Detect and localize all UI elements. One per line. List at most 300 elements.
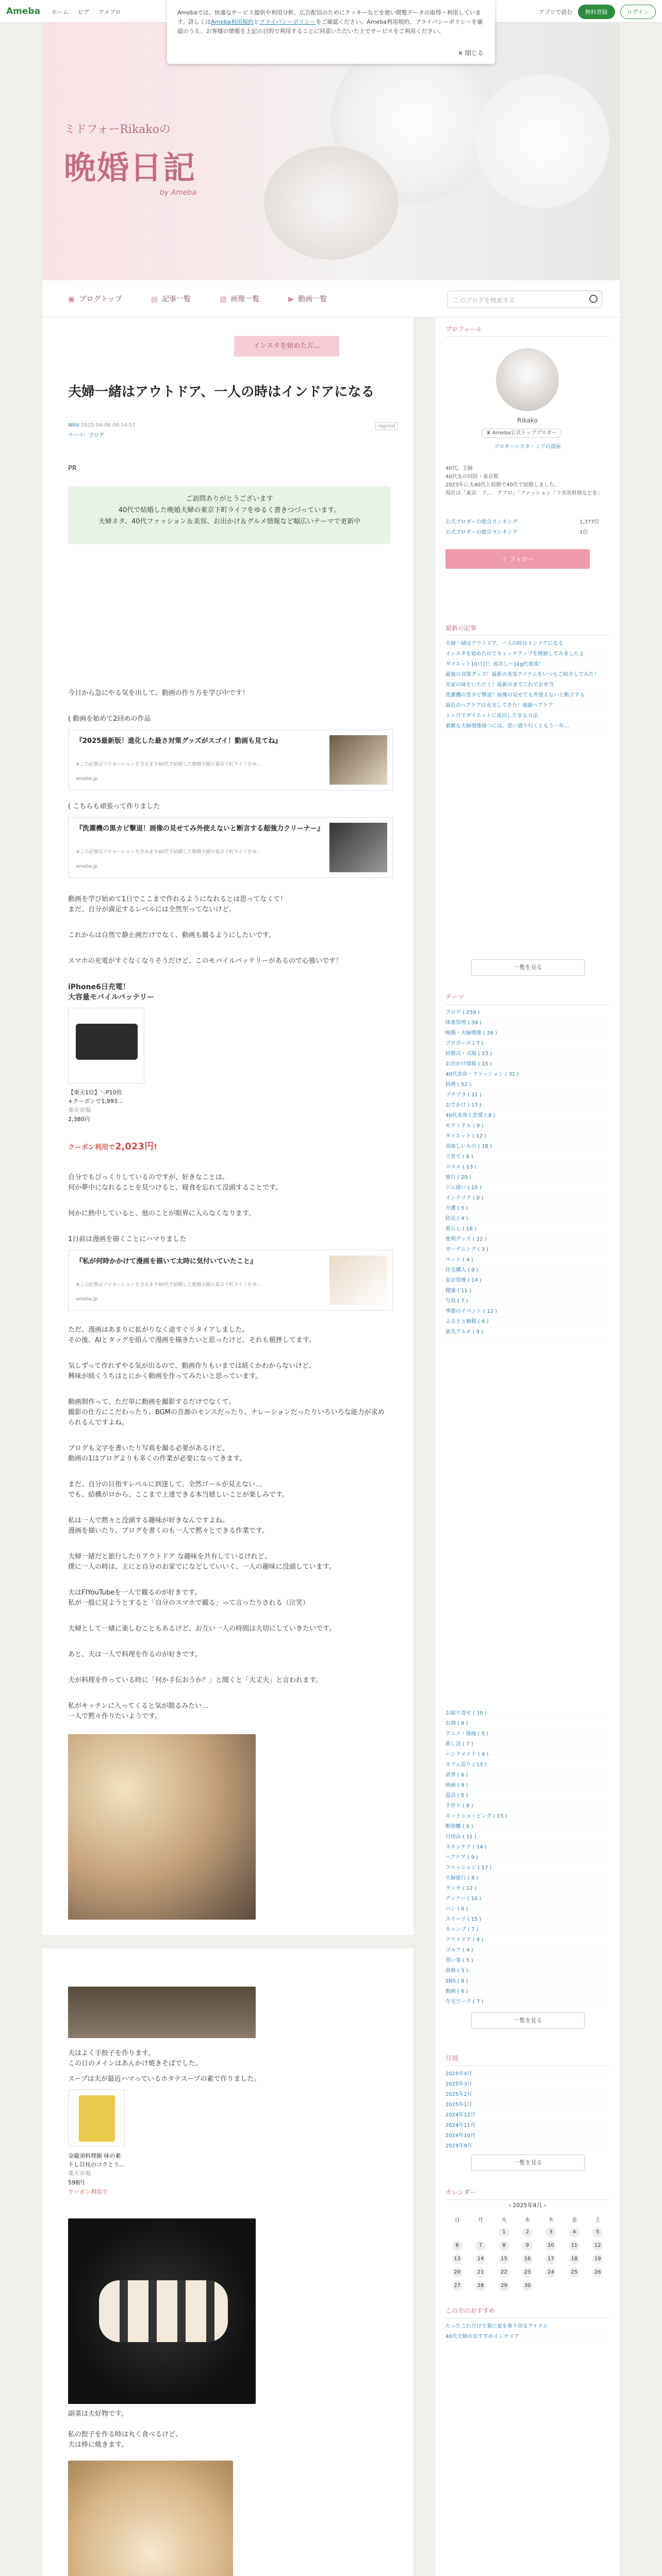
archive-more-button[interactable]: 一覧を見る (471, 2155, 585, 2171)
search-placeholder: このブログを検索する (453, 297, 516, 304)
notice-close-button[interactable] (458, 48, 484, 58)
archive-item[interactable]: 2025年2月 (445, 2090, 609, 2100)
theme-item[interactable]: モテミドル ( 9 ) (445, 1121, 609, 1131)
theme-list (445, 1008, 609, 1337)
theme-item[interactable]: プチプラ ( 11 ) (445, 1090, 609, 1100)
theme-item[interactable]: 断捨離 ( 6 ) (445, 1822, 609, 1832)
coupon-price: 2,023円 (115, 1141, 154, 1152)
notice-close-label: 閉じる (465, 49, 484, 57)
ranking-value-1: 1,377位 (580, 519, 600, 525)
home-icon: ▣ (68, 295, 75, 303)
archive-item[interactable]: 2024年11月 (445, 2121, 609, 2131)
official-badge-label: Ameba公式トップブロガー (492, 430, 557, 436)
calendar-day[interactable]: 24 (545, 2267, 556, 2278)
calendar-cell (469, 2239, 492, 2252)
calendar-cell (445, 2266, 469, 2279)
theme-item[interactable]: カフェ巡り ( 13 ) (445, 1760, 609, 1770)
link-card[interactable] (68, 1250, 393, 1311)
theme-item[interactable]: SNS ( 8 ) (445, 1976, 609, 1987)
calendar-cell (445, 2239, 469, 2252)
calendar-cell (469, 2226, 492, 2239)
dinner-photo-bottom[interactable] (68, 1987, 256, 2038)
calendar-cell (562, 2252, 586, 2266)
follow-button-label: フォロー (509, 555, 534, 563)
theme-more-button-2[interactable]: 一覧を見る (471, 2012, 585, 2029)
theme-item[interactable]: 家計管理 ( 14 ) (445, 1276, 609, 1286)
calendar-day[interactable]: 12 (592, 2241, 603, 2251)
theme-item[interactable]: コスメ ( 13 ) (445, 1162, 609, 1173)
calendar-weekday: 日 (454, 2217, 460, 2223)
calendar-day[interactable]: 22 (499, 2267, 509, 2278)
calendar-day[interactable]: 10 (545, 2241, 556, 2251)
paragraph: 気しずって作れずやる気が出るので、動画作りもいまでは続くかわからないけど、 興味が続くうちはとにかく動画を作ってみたいと思っています。 (68, 1362, 316, 1380)
paragraph: 私がキッチンに入ってくると気が散るみたい… 一人で黙々作りたいようです。 (68, 1702, 209, 1720)
calendar-cell (445, 2252, 469, 2266)
calendar-day[interactable]: 7 (475, 2241, 486, 2251)
theme-item[interactable]: 旅行 ( 20 ) (445, 1173, 609, 1183)
paragraph: スマホの充電がすぐなくなりそうだけど、このモバイルバッテリーがあるので心強いです！ (68, 957, 342, 965)
calendar-day[interactable]: 28 (475, 2281, 486, 2291)
theme-item[interactable]: 推し活 ( 7 ) (445, 1739, 609, 1750)
paragraph: 私の餃子を作る時は丸く食べるけど、 夫は棒に焼きます。 (68, 2431, 183, 2449)
product-shop: 楽天市場 (68, 2170, 91, 2177)
calendar-day[interactable]: 16 (522, 2254, 533, 2264)
theme-item[interactable]: 夫婦旅行 ( 8 ) (445, 1873, 609, 1884)
calendar-cell (586, 2239, 609, 2252)
calendar-cell (586, 2279, 609, 2293)
theme-item[interactable]: 旅先グルメ ( 9 ) (445, 1327, 609, 1337)
search-icon[interactable] (589, 295, 598, 303)
theme-item[interactable]: プロポーズ ( 7 ) (445, 1039, 609, 1049)
calendar-weekday: 金 (571, 2217, 577, 2223)
theme-item[interactable]: ネットショッピング ( 15 ) (445, 1811, 609, 1822)
plus-icon: ＋ (501, 555, 510, 563)
calendar-cell (539, 2239, 562, 2252)
top-nav (52, 8, 121, 16)
recent-item[interactable]: インスタを始めたのでキャッチアップを開始してみましたよ (445, 649, 609, 659)
link-card[interactable] (68, 730, 393, 790)
theme-item[interactable]: 防災 ( 4 ) (445, 1214, 609, 1224)
theme-item[interactable]: 習い事 ( 5 ) (445, 1956, 609, 1966)
calendar-cell (492, 2226, 516, 2239)
theme-item[interactable]: アニメ・漫画 ( 5 ) (445, 1729, 609, 1739)
theme-item[interactable]: 日用品 ( 11 ) (445, 1832, 609, 1842)
link-card-desc: ※この記事はプロモーションを含みます40代で結婚した晩婚夫婦の東京下町ライフをゆ… (76, 1282, 261, 1287)
header-shoes-image (264, 146, 398, 260)
nav-article-list[interactable] (151, 294, 191, 304)
calendar-day[interactable]: 8 (499, 2241, 509, 2251)
calendar-day[interactable]: 26 (592, 2267, 603, 2278)
product-image[interactable] (68, 1008, 144, 1084)
calendar-weekday: 木 (548, 2217, 554, 2223)
recent-item[interactable]: １ヶ月でダイエットに成功したまる方法 (445, 711, 609, 721)
calendar-cell (492, 2279, 516, 2293)
recent-item[interactable]: 夫婦一緒はアウトドア、一人の時はインドアになる (445, 639, 609, 649)
paragraph: 自分でもびっくりしているのですが、好きなことは、 何か夢中になれることを見つけると、寝食を忘れて没頭することです。 (68, 1174, 282, 1192)
link-card-title: 『私が何時かかけて漫画を描いて太時に気付いていたこと』 (76, 1258, 257, 1265)
calendar-cell (562, 2239, 586, 2252)
theme-item[interactable]: 美味しいもの ( 18 ) (445, 1142, 609, 1152)
pickup-list (445, 2321, 609, 2342)
paragraph: 私は一人で黙々と没頭する趣味が好きなんですよね。 漫画を描いたり、ブログを書くのも一人で黙々とできる作業です。 (68, 1517, 269, 1535)
article-title[interactable]: 夫婦一緒はアウトドア、一人の時はインドアになる (68, 384, 375, 400)
calendar-day[interactable]: 17 (545, 2254, 556, 2264)
top-right-actions (539, 5, 656, 19)
product-name[interactable]: 金龍須料理館 味の素 干し貝柱のコクとう… (68, 2153, 125, 2168)
theme-item[interactable]: ランチ ( 12 ) (445, 1884, 609, 1894)
calendar-weekday: 火 (501, 2217, 507, 2223)
theme-item[interactable]: 住宅購入 ( 9 ) (445, 1265, 609, 1276)
paragraph: ( 動画を始めて2回めの作品 (68, 715, 151, 723)
blog-subtitle: ミドフォーRikakoの (64, 123, 171, 136)
theme-item[interactable]: 季節のイベント ( 12 ) (445, 1307, 609, 1317)
pr-label: PR (68, 465, 77, 472)
cookie-notice (167, 0, 495, 64)
coupon-prefix: クーポン利用で (68, 1144, 115, 1151)
battery-image (76, 1024, 138, 1060)
calendar-cell (469, 2279, 492, 2293)
calendar-day[interactable]: 20 (452, 2267, 462, 2278)
archive-heading: 月別 (445, 2054, 609, 2066)
paragraph: 夫はよく手餃子を作ります。 この日のメインはあんかけ焼きそばでした。 (68, 2049, 202, 2067)
close-icon: ✕ (458, 49, 465, 57)
nav-video-list-label: 動画一覧 (298, 295, 327, 303)
avatar[interactable] (496, 348, 559, 411)
paragraph: 夫はFIYouTubeを一人で観るのが好きです。 私が一般に見ようとすると「自分のスマホで観る」って言ったりされる（泣笑） (68, 1589, 309, 1607)
intro-box (68, 486, 391, 544)
profile-links[interactable]: フロギーシスタ・ミフの部屋 (494, 444, 561, 450)
article-meta (68, 422, 136, 438)
theme-item[interactable]: ジム通い ( 10 ) (445, 1183, 609, 1193)
article-author[interactable]: Wild (68, 422, 79, 428)
calendar-day[interactable]: 13 (452, 2254, 462, 2264)
intro-line-3: 夫婦ネタ、40代ファッション＆美容、お出かけ＆グルメ情報など幅広いテーマで更新中 (98, 518, 361, 526)
profile-heading: プロフィール (445, 325, 609, 337)
notice-text-2: をご確認ください。Ameba利用規約、プライバシーポリシーを確認のうえ、お客様の情報を上記の目的で利用することに同意いただいた上でサービスをご利用ください。 (177, 19, 483, 35)
calendar-cell (445, 2226, 469, 2239)
theme-item[interactable]: 40代美容・ファッション ( 31 ) (445, 1070, 609, 1080)
ranking-label-1[interactable]: 公式ブロガーの総合ランキング (445, 519, 518, 525)
paragraph: ただ、漫画はあまりに拡がりなく途すぐリタイアしました。 その後、AIとタッグを組んで漫画を描きたいと思ったけど、それも頓挫してます。 (68, 1326, 316, 1344)
theme-item[interactable]: 動画 ( 6 ) (445, 1987, 609, 1997)
theme-item[interactable]: キャンプ ( 7 ) (445, 1925, 609, 1935)
notice-text: Amebaでは、快適なサービス提供や利用分析、広告配信のためにクッキーなどを使い閲覧データの取得・利用しています。詳しくは (177, 9, 481, 25)
crown-icon: ♛ (486, 430, 493, 436)
sidebar (435, 317, 620, 2576)
calendar-day[interactable]: 3 (545, 2227, 556, 2238)
paragraph: これからは自然で静止画だけでなく、動画も撮るようにしたいです。 (68, 931, 275, 939)
theme-item[interactable]: ふるさと納税 ( 6 ) (445, 1317, 609, 1327)
link-card-source: ameba.jp (76, 776, 98, 782)
list-icon: ▤ (151, 295, 158, 303)
archive-list (445, 2069, 609, 2151)
calendar-heading: カレンダー (445, 2188, 609, 2200)
product-shop: 楽天市場 (68, 1107, 91, 1113)
calendar-cell (586, 2266, 609, 2279)
calendar-day[interactable]: 6 (452, 2241, 462, 2251)
soup-package-image (79, 2095, 115, 2142)
theme-item[interactable]: 健康 ( 11 ) (445, 1286, 609, 1296)
theme-item[interactable]: ディナー ( 10 ) (445, 1894, 609, 1904)
calendar-day[interactable]: 18 (569, 2254, 580, 2264)
coupon-line (68, 1142, 391, 1153)
theme-item[interactable]: 手作り ( 8 ) (445, 1801, 609, 1811)
recent-item[interactable]: 素敵な夫婦関係保つには。思い通り行くともう一年… (445, 721, 609, 732)
calendar-day[interactable]: 9 (522, 2241, 533, 2251)
recent-item[interactable]: ダイエット10日目！成功しー1kg代達成！ (445, 659, 609, 670)
archive-item[interactable]: 2024年9月 (445, 2141, 609, 2151)
profile-bio: 40代。主婦 40代女の同居・東京都 2023年に夫40代と結婚で40代で結婚しました。 現在は「東京 フ… アフロ」「ファッション「フ美容料理などを」 (445, 466, 600, 496)
paragraph: 1日前は漫画を描くことにハマりました (68, 1235, 187, 1243)
gyoza-plate-photo[interactable] (68, 2461, 233, 2576)
calendar-day[interactable]: 11 (569, 2241, 580, 2251)
product-image[interactable] (68, 2090, 125, 2146)
dinner-photo[interactable] (68, 1734, 256, 1920)
product-coupon: クーポン利用で (68, 2189, 108, 2195)
calendar-day[interactable]: 25 (569, 2267, 580, 2278)
login-button[interactable]: ログイン (620, 5, 656, 19)
calendar-cell (516, 2226, 539, 2239)
ranking-label-2[interactable]: 公式ブロガーの総合ランキング (445, 530, 518, 535)
calendar-cell (516, 2266, 539, 2279)
theme-item[interactable]: 在宅ワーク ( 7 ) (445, 1997, 609, 2007)
paragraph: 夫が料理を作っている時に「何か手伝おうか？」と聞くと「大丈夫」と言われます。 (68, 1676, 322, 1684)
calendar-day[interactable]: 21 (475, 2267, 486, 2278)
paragraph: 動画を学び始めて1日でここまで作れるようになれるとは思ってなくて！ まだ、自分が満足するレベルには全然至ってないけど。 (68, 895, 287, 913)
theme-item[interactable]: パン ( 6 ) (445, 1904, 609, 1914)
calendar-cell (469, 2252, 492, 2266)
calendar-day[interactable]: 2 (522, 2227, 533, 2238)
theme-item[interactable]: お酒 ( 8 ) (445, 1719, 609, 1729)
theme-item[interactable]: 資格 ( 3 ) (445, 1966, 609, 1976)
calendar-cell (562, 2266, 586, 2279)
calendar-weekday: 月 (478, 2217, 484, 2223)
intro-line-2: 40代で結婚した晩婚夫婦の東京下町ライフをゆるく書きつづっています。 (118, 506, 341, 514)
theme-item[interactable]: 読書 ( 6 ) (445, 1770, 609, 1781)
product-name[interactable]: 【楽天1位】＼P10倍 +クーポンで1,993… (68, 1089, 123, 1105)
theme-item[interactable]: 温活 ( 5 ) (445, 1791, 609, 1801)
search-input[interactable] (448, 291, 602, 308)
calendar-weekday: 土 (595, 2217, 601, 2223)
link-card-desc: ※この記事はプロモーションを含みます40代で結婚した晩婚夫婦の東京下町ライフをゆ… (76, 762, 261, 767)
theme-item[interactable]: ファッション ( 17 ) (445, 1863, 609, 1873)
link-card-thumbnail (329, 1256, 387, 1305)
prev-month-icon[interactable]: ‹ (508, 2202, 513, 2209)
archive-item[interactable]: 2024年12月 (445, 2110, 609, 2121)
theme-item[interactable]: おでかけ ( 17 ) (445, 1100, 609, 1111)
paragraph: ( こちらも頑張って作りました (68, 803, 160, 810)
ameba-logo[interactable]: Ameba (6, 6, 41, 16)
calendar-cell (492, 2252, 516, 2266)
theme-item[interactable]: 便利グッズ ( 22 ) (445, 1234, 609, 1245)
theme-item[interactable]: 暮らし ( 16 ) (445, 1224, 609, 1234)
calendar-day[interactable]: 15 (499, 2254, 509, 2264)
ad-gap (42, 1935, 413, 1948)
calendar-grid (445, 2212, 609, 2293)
calendar-cell (516, 2252, 539, 2266)
follow-button[interactable] (445, 549, 590, 569)
product-headline: iPhone6日充電！ 大容量モバイルバッテリー (68, 983, 155, 1002)
theme-item[interactable]: 晩婚・夫婦関係 ( 26 ) (445, 1028, 609, 1039)
coupon-suffix: ! (153, 1142, 157, 1151)
article-theme[interactable]: テーマ：ブログ (68, 433, 104, 438)
calendar-day[interactable]: 23 (522, 2267, 533, 2278)
theme-list-2 (445, 1708, 609, 2007)
archive-item[interactable]: 2025年4月 (445, 2069, 609, 2079)
theme-item[interactable]: インテリア ( 8 ) (445, 1193, 609, 1204)
theme-item[interactable]: ハンドメイド ( 4 ) (445, 1750, 609, 1760)
calendar-cell (492, 2266, 516, 2279)
calendar-day[interactable]: 30 (522, 2281, 533, 2291)
nav-article-list-label: 記事一覧 (162, 295, 191, 303)
calendar-day[interactable]: 14 (475, 2254, 486, 2264)
official-badge (482, 429, 561, 438)
calendar-cell (539, 2252, 562, 2266)
link-card-desc: ※この記事はプロモーションを含みます40代で結婚した晩婚夫婦の東京下町ライフをゆ… (76, 850, 261, 855)
profile-name[interactable]: Rikako (517, 417, 538, 424)
top-nav-ameblo[interactable]: アメブロ (98, 9, 121, 15)
link-card-thumbnail (329, 823, 387, 872)
gyoza-pan-photo[interactable] (68, 2218, 256, 2404)
terms-link[interactable]: Ameba利用規約 (211, 19, 254, 25)
gyoza-raw (99, 2280, 228, 2342)
theme-item[interactable]: 体重管理 ( 39 ) (445, 1018, 609, 1028)
link-card-thumbnail (329, 735, 387, 785)
image-icon: ▨ (220, 295, 227, 303)
theme-item[interactable]: ブログ ( 259 ) (445, 1008, 609, 1018)
pickup-item[interactable]: 40代夫婦のおすすめインテリア (445, 2332, 609, 2342)
nav-blog-top-label: ブログトップ (79, 295, 122, 303)
reblog-badge[interactable]: reprint (375, 422, 398, 430)
blog-nav (42, 280, 620, 317)
app-download-link[interactable]: アプリで読む (538, 9, 573, 15)
link-card-title: 『2025最新版！進化した最さ対策グッズがスゴイ！動画も見てね』 (76, 737, 282, 745)
theme-item[interactable]: スイーツ ( 15 ) (445, 1914, 609, 1925)
calendar-cell (539, 2266, 562, 2279)
archive-item[interactable]: 2025年1月 (445, 2100, 609, 2110)
nav-image-list-label: 画像一覧 (230, 295, 260, 303)
calendar-cell (539, 2226, 562, 2239)
video-icon: ▶ (288, 295, 294, 303)
theme-item[interactable]: アウトドア ( 9 ) (445, 1935, 609, 1945)
calendar-day[interactable]: 1 (499, 2227, 509, 2238)
paragraph: 今日から急にやる気を出して、動画の作り方を学び中です！ (68, 689, 249, 697)
calendar-cell (516, 2239, 539, 2252)
theme-item[interactable]: ペット ( 4 ) (445, 1255, 609, 1265)
theme-item[interactable]: 結婚式・式場 ( 23 ) (445, 1049, 609, 1059)
privacy-link[interactable]: プライバシーポリシー (259, 19, 316, 25)
recent-more-button[interactable]: 一覧を見る (471, 959, 585, 976)
link-card-source: ameba.jp (76, 1297, 98, 1302)
top-nav-pigg[interactable]: ピグ (78, 9, 89, 15)
link-card[interactable] (68, 817, 393, 878)
archive-item[interactable]: 2024年10月 (445, 2131, 609, 2141)
calendar-cell (586, 2252, 609, 2266)
theme-item[interactable]: ダイエット ( 12 ) (445, 1131, 609, 1142)
theme-item[interactable]: 写真 ( 7 ) (445, 1296, 609, 1307)
pickup-heading: この方のおすすめ (445, 2306, 609, 2318)
pickup-item[interactable]: たったこれだけで楽に夏を乗り切るアイテム (445, 2321, 609, 2332)
theme-item[interactable]: ガーデニング ( 3 ) (445, 1245, 609, 1255)
paragraph: あと、夫は一人で料理を作るのが好きです。 (68, 1651, 202, 1658)
paragraph: 副菜は夫好物です。 (68, 2410, 128, 2418)
paragraph: 何かに熱中していると、他のことが眼界に入らなくなります。 (68, 1210, 255, 1217)
recent-item[interactable]: 最近のヘアケアは充実してきた！最新ヘアケア (445, 701, 609, 711)
calendar-cell (562, 2226, 586, 2239)
theme-item[interactable]: お出かけ情報 ( 15 ) (445, 1059, 609, 1070)
top-nav-home[interactable]: ホーム (52, 9, 69, 15)
calendar-cell (539, 2279, 562, 2293)
blog-by: by Ameba (160, 189, 196, 197)
calendar-day[interactable]: 27 (452, 2281, 462, 2291)
nav-video-list[interactable] (288, 294, 327, 304)
theme-item[interactable]: ヘアケア ( 9 ) (445, 1853, 609, 1863)
product-price: 598円 (68, 2179, 85, 2186)
paragraph: まだ、自分の目指すレベルに到達して、全然ゴールが見えない… でも、結構がロから、ここまで上達できる本当嬉しいことが楽しみです。 (68, 1481, 289, 1499)
calendar (445, 2201, 609, 2293)
product-price: 2,380円 (68, 1116, 90, 1123)
calendar-day[interactable]: 29 (499, 2281, 509, 2291)
calendar-cell (492, 2239, 516, 2252)
link-card-title: 『洗濯機の黒カビ撃退！画像の見せてみ外使えないと断言する超強力クリーナー』 (76, 825, 324, 833)
recent-item[interactable]: 実家の味をいただく！最新のまでこれでお弁当 (445, 680, 609, 690)
calendar-day[interactable]: 5 (592, 2227, 603, 2238)
theme-item[interactable]: ゴルフ ( 4 ) (445, 1945, 609, 1956)
theme-item[interactable]: スキンケア ( 14 ) (445, 1842, 609, 1853)
theme-heading: テーマ (445, 992, 609, 1005)
nav-image-list[interactable] (220, 294, 259, 304)
recent-heading: 最新の記事 (445, 623, 609, 636)
calendar-day[interactable]: 19 (592, 2254, 603, 2264)
theme-item[interactable]: 40代美容と恋愛 ( 8 ) (445, 1111, 609, 1121)
calendar-cell (469, 2266, 492, 2279)
calendar-cell (562, 2279, 586, 2293)
calendar-cell (586, 2226, 609, 2239)
theme-item[interactable]: 子育て ( 6 ) (445, 1152, 609, 1162)
calendar-day[interactable]: 4 (569, 2227, 580, 2238)
paragraph: ブログも文字を書いたり写真を撮る必要があるけど、 動画の1はブログよりも多くの作業が必要になってきます。 (68, 1445, 246, 1463)
theme-item[interactable]: 介護 ( 5 ) (445, 1204, 609, 1214)
article (42, 317, 413, 2576)
calendar-title (445, 2201, 609, 2209)
next-month-icon[interactable]: › (542, 2202, 547, 2209)
calendar-month: 2025年4月 (512, 2202, 542, 2209)
paragraph: 夫婦として一緒に楽しむこともあるけど、お互い一人の時間は大切にしていきたいです。 (68, 1625, 336, 1633)
theme-item[interactable]: 映画 ( 9 ) (445, 1781, 609, 1791)
notice-text-mid: と (253, 19, 259, 25)
recent-list (445, 639, 609, 732)
article-date: 2025-04-06 08:14:57 (80, 422, 136, 428)
instagram-banner-button[interactable]: インスタを始めた方... (234, 336, 339, 357)
theme-item[interactable]: 料理 ( 52 ) (445, 1080, 609, 1090)
paragraph: 動画制作って、ただ単に動画を撮影するだけでなくて、 撮影の仕方にこだわったり、BGMの音源のセンスだったり、ナレーションだったりいろいろな能力が求められるんですよね。 (68, 1398, 385, 1427)
theme-item[interactable]: お取り寄せ ( 10 ) (445, 1708, 609, 1719)
blog-title: 晩婚日記 (64, 149, 196, 187)
nav-blog-top[interactable] (68, 294, 122, 304)
header-flowers-image (475, 74, 609, 208)
calendar-cell (445, 2279, 469, 2293)
calendar-weekday: 水 (524, 2217, 530, 2223)
register-button[interactable]: 無料登録 (578, 5, 615, 19)
recent-item[interactable]: 最強の対策グッズ！最新の美容アイテムをいつもご紹介してみた！ (445, 670, 609, 680)
archive-item[interactable]: 2025年3月 (445, 2079, 609, 2090)
ranking-value-2: 1位 (580, 530, 588, 535)
paragraph: スープは夫が最近ハマっているホタテスープの素で作りました。 (68, 2075, 261, 2083)
paragraph: 夫婦一緒だと旅行したりアウトドア な趣味を共有しているけれど、 僕に一人の時は、主にと自分のお家でになどしていいく、一人の趣味に没頭しています。 (68, 1553, 336, 1571)
recent-item[interactable]: 洗濯機の黒カビ撃退！画像の見せても外使えないと断言する (445, 690, 609, 701)
intro-line-1: ご訪問ありがとうございます (186, 495, 273, 503)
link-card-source: ameba.jp (76, 864, 98, 869)
